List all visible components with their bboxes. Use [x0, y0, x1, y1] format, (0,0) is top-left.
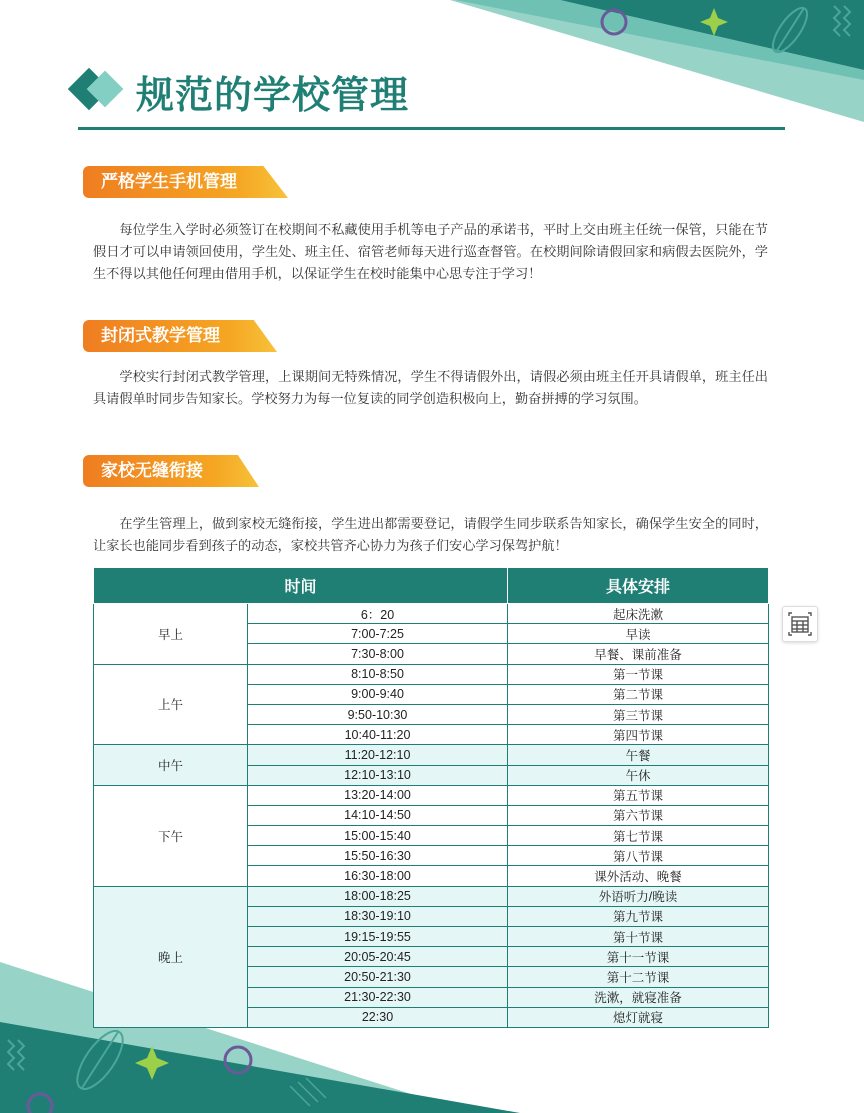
bottom-band-dark: [0, 1022, 520, 1113]
section-body-closed-teaching: 学校实行封闭式教学管理，上课期间无特殊情况，学生不得请假外出，请假必须由班主任开具请假单，班主任出具请假单时同步告知家长。学校努力为每一位复读的同学创造积极向上，勤奋拼搏的学习氛围。: [93, 369, 768, 406]
activity-cell: 第八节课: [508, 846, 769, 866]
activity-cell: 第一节课: [508, 664, 769, 684]
time-cell: 13:20-14:00: [248, 785, 508, 805]
section-heading-label: 家校无缝衔接: [101, 461, 203, 480]
time-cell: 15:00-15:40: [248, 826, 508, 846]
activity-cell: 早读: [508, 624, 769, 644]
header-arrangement: 具体安排: [508, 568, 769, 604]
time-cell: 11:20-12:10: [248, 745, 508, 765]
table-row: [94, 785, 769, 805]
time-cell: 20:05-20:45: [248, 947, 508, 967]
time-cell: 12:10-13:10: [248, 765, 508, 785]
period-afternoon: 下午: [94, 785, 248, 886]
period-morning: 早上: [94, 604, 248, 665]
table-row: [94, 664, 769, 684]
page-title: 规范的学校管理: [136, 75, 410, 117]
time-cell: 7:00-7:25: [248, 624, 508, 644]
title-divider: [78, 127, 785, 130]
activity-cell: 起床洗漱: [508, 604, 769, 624]
time-cell: 7:30-8:00: [248, 644, 508, 664]
activity-cell: 第十节课: [508, 927, 769, 947]
activity-cell: 洗漱，就寝准备: [508, 987, 769, 1007]
table-header-row: [94, 568, 769, 604]
activity-cell: 第三节课: [508, 704, 769, 724]
activity-cell: 第六节课: [508, 805, 769, 825]
section-body-home-school: 在学生管理上，做到家校无缝衔接，学生进出都需要登记，请假学生同步联系告知家长，确保学生安全的同时，让家长也能同步看到孩子的动态，家校共管齐心协力为孩子们安心学习保驾护航！: [93, 516, 768, 553]
table-row: [94, 604, 769, 624]
time-cell: 14:10-14:50: [248, 805, 508, 825]
schedule-table: [93, 567, 769, 1028]
table-grid-icon: [783, 607, 817, 641]
activity-cell: 午餐: [508, 745, 769, 765]
time-cell: 15:50-16:30: [248, 846, 508, 866]
activity-cell: 第七节课: [508, 826, 769, 846]
activity-cell: 早餐、课前准备: [508, 644, 769, 664]
time-cell: 18:00-18:25: [248, 886, 508, 906]
time-cell: 9:50-10:30: [248, 704, 508, 724]
activity-cell: 第十二节课: [508, 967, 769, 987]
activity-cell: 熄灯就寝: [508, 1007, 769, 1027]
activity-cell: 第九节课: [508, 906, 769, 926]
time-cell: 19:15-19:55: [248, 927, 508, 947]
header-time: 时间: [94, 568, 508, 604]
time-cell: 16:30-18:00: [248, 866, 508, 886]
time-cell: 20:50-21:30: [248, 967, 508, 987]
activity-cell: 第五节课: [508, 785, 769, 805]
time-cell: 21:30-22:30: [248, 987, 508, 1007]
time-cell: 18:30-19:10: [248, 906, 508, 926]
activity-cell: 午休: [508, 765, 769, 785]
period-forenoon: 上午: [94, 664, 248, 745]
section-heading-closed-teaching: [83, 320, 277, 352]
activity-cell: 课外活动、晚餐: [508, 866, 769, 886]
activity-cell: 第四节课: [508, 725, 769, 745]
activity-cell: 第二节课: [508, 684, 769, 704]
table-tool-button[interactable]: [782, 606, 818, 642]
section-heading-label: 封闭式教学管理: [101, 326, 220, 345]
section-heading-label: 严格学生手机管理: [101, 172, 237, 191]
table-row: [94, 745, 769, 765]
section-heading-home-school: [83, 455, 259, 487]
time-cell: 8:10-8:50: [248, 664, 508, 684]
period-noon: 中午: [94, 745, 248, 785]
time-cell: 9:00-9:40: [248, 684, 508, 704]
section-body-phone: 每位学生入学时必须签订在校期间不私藏使用手机等电子产品的承诺书，平时上交由班主任统一保管，只能在节假日才可以申请领回使用，学生处、班主任、宿管老师每天进行巡查督管。在校期间除请假回家和病假去医院外，学生不得以其他任何理由借用手机，以保证学生在校时能集中心思专注于学习！: [93, 222, 768, 281]
activity-cell: 第十一节课: [508, 947, 769, 967]
time-cell: 6：20: [248, 604, 508, 624]
section-heading-phone: [83, 166, 288, 198]
time-cell: 10:40-11:20: [248, 725, 508, 745]
period-evening: 晚上: [94, 886, 248, 1027]
table-row: [94, 886, 769, 906]
time-cell: 22:30: [248, 1007, 508, 1027]
activity-cell: 外语听力/晚读: [508, 886, 769, 906]
